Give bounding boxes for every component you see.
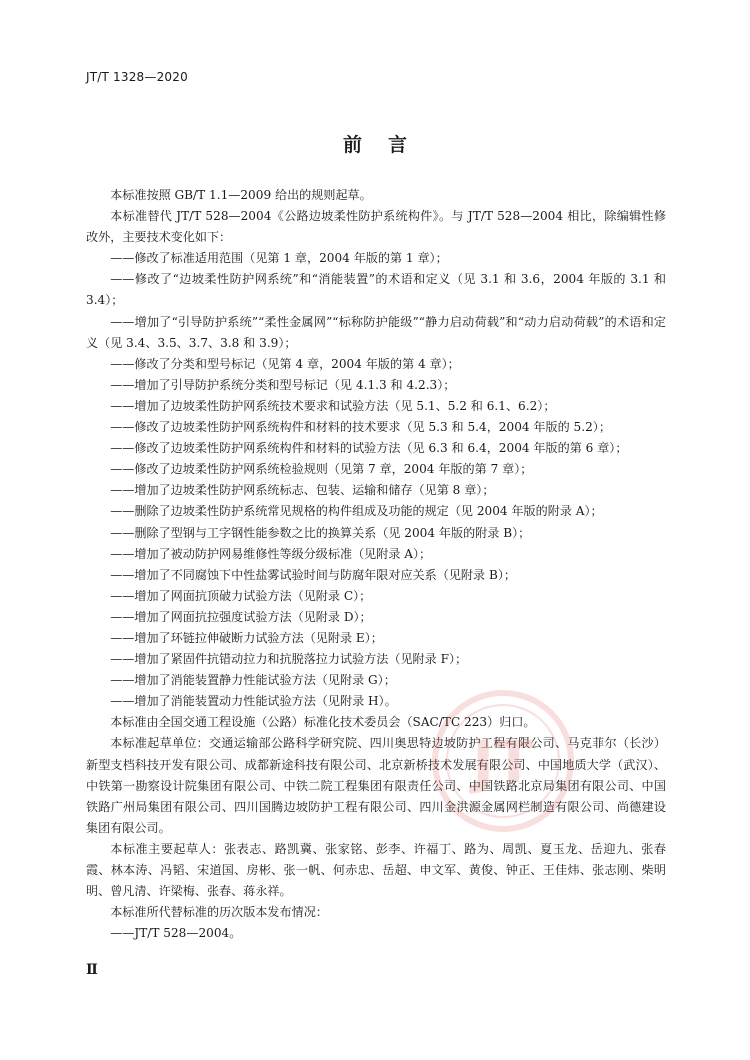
paragraph: 本标准替代 JT/T 528—2004《公路边坡柔性防护系统构件》。与 JT/T 528—2004 相比，除编辑性修改外，主要技术变化如下： [86,209,666,245]
list-item: ——增加了被动防护网易维修性等级分级标准（见附录 A）； [110,546,432,561]
page-title: 前言 [342,134,433,156]
standard-code: JT/T 1328—2020 [86,70,188,84]
list-item: ——修改了边坡柔性防护网系统构件和材料的试验方法（见 6.3 和 6.4，2004 年版的第 6 章）； [110,441,628,456]
list-item: ——删除了型钢与工字钢性能参数之比的换算关系（见 2004 年版的附录 B）； [110,525,531,540]
paragraph: 本标准主要起草人：张表志、路凯冀、张家铭、彭李、许福丁、路为、周凯、夏玉龙、岳迎九、张春霞、林本涛、冯韬、宋道国、房彬、张一帆、何赤忠、岳超、申文军、黄俊、钟正、王佳炜、张志刚、柴明明、曾凡清、许梁梅、张春、蒋永祥。 [86,841,666,899]
list-item: ——修改了边坡柔性防护网系统构件和材料的技术要求（见 5.3 和 5.4，2004 年版的 5.2）； [110,420,611,435]
list-item: ——删除了边坡柔性防护系统常见规格的构件组成及功能的规定（见 2004 年版的附录 A）； [110,504,603,519]
list-item: ——增加了不同腐蚀下中性盐雾试验时间与防腐年限对应关系（见附录 B）； [110,567,516,582]
paragraph: 本标准所代替标准的历次版本发布情况： [110,905,328,920]
list-item: ——增加了边坡柔性防护网系统技术要求和试验方法（见 5.1、5.2 和 6.1、6.2）； [110,398,556,413]
list-item: ——修改了标准适用范围（见第 1 章，2004 年版的第 1 章）； [110,251,448,266]
list-item: ——增加了紧固件抗错动拉力和抗脱落拉力试验方法（见附录 F）； [110,652,468,667]
list-item: ——增加了网面抗顶破力试验方法（见附录 C）； [110,588,372,603]
page-number: Ⅱ [86,962,98,978]
paragraph: 本标准起草单位：交通运输部公路科学研究院、四川奥思特边坡防护工程有限公司、马克菲尔（长沙）新型支档科技开发有限公司、成都新途科技有限公司、北京新桥技术发展有限公司、中国地质大学（武汉）、中铁第一勘察设计院集团有限公司、中铁二院工程集团有限责任公司、中国铁路北京局集团有限公司、中国铁路广州局集团有限公司、四川国腾边坡防护工程有限公司、四川金洪源金属网栏制造有限公司、尚德建设集团有限公司。 [86,736,666,835]
list-item: ——增加了消能装置动力性能试验方法（见附录 H）。 [110,694,397,709]
list-item: ——增加了消能装置静力性能试验方法（见附录 G）； [110,673,396,688]
list-item: ——增加了“引导防护系统”“柔性金属网”“标称防护能级”“静力启动荷载”和“动力启动荷载”的术语和定义（见 3.4、3.5、3.7、3.8 和 3.9）； [86,314,666,350]
list-item: ——增加了边坡柔性防护网系统标志、包装、运输和储存（见第 8 章）； [110,483,495,498]
preface-body [86,185,666,944]
list-item: ——增加了环链拉伸破断力试验方法（见附录 E）； [110,630,383,645]
list-item: ——JT/T 528—2004。 [110,926,242,941]
paragraph: 本标准由全国交通工程设施（公路）标准化技术委员会（SAC/TC 223）归口。 [110,715,536,730]
list-item: ——修改了边坡柔性防护网系统检验规则（见第 7 章，2004 年版的第 7 章）； [110,462,533,477]
watermark-text: JT [472,728,534,796]
list-item: ——增加了引导防护系统分类和型号标记（见 4.1.3 和 4.2.3）； [110,377,456,392]
list-item: ——修改了分类和型号标记（见第 4 章，2004 年版的第 4 章）； [110,356,460,371]
list-item: ——修改了“边坡柔性防护网系统”和“消能装置”的术语和定义（见 3.1 和 3.6，2004 年版的 3.1 和 3.4）； [86,272,666,308]
paragraph: 本标准按照 GB/T 1.1—2009 给出的规则起草。 [110,188,372,202]
list-item: ——增加了网面抗拉强度试验方法（见附录 D）； [110,609,372,624]
